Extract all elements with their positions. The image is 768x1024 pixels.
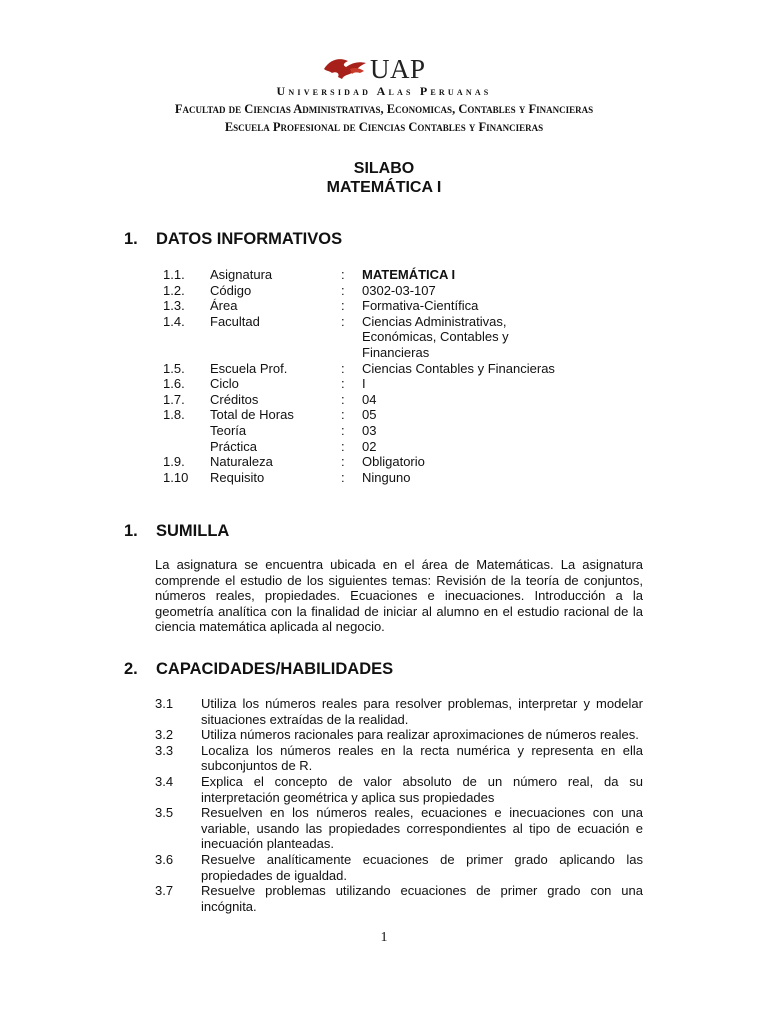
- section-heading-capacidades: [124, 660, 393, 679]
- row-label: Teoría: [210, 422, 247, 438]
- section-number: 1.: [124, 230, 138, 248]
- row-label: Facultad: [210, 313, 260, 329]
- row-label: Naturaleza: [210, 454, 273, 470]
- section-number: 1.: [124, 522, 138, 540]
- item-text: Resuelven en los números reales, ecuaciones e inecuaciones con una variable, usando las propiedades correspondientes al tipo de ecuación e inecuación planteadas.: [201, 805, 643, 852]
- item-text: Explica el concepto de valor absoluto de un número real, da su interpretación geométrica y aplica sus propiedades: [201, 773, 643, 805]
- row-label: Código: [210, 282, 252, 298]
- item-text: Localiza los números reales en la recta numérica y representa en ella subconjuntos de R.: [201, 742, 643, 774]
- item-number: 3.2: [155, 727, 174, 743]
- section-title: SUMILLA: [156, 522, 230, 540]
- row-colon: :: [341, 298, 345, 314]
- row-label: Práctica: [210, 438, 257, 454]
- datos-row: [163, 454, 572, 470]
- row-colon: :: [341, 454, 345, 470]
- uap-logo: [322, 55, 442, 83]
- item-text: Resuelve problemas utilizando ecuaciones de primer grado con una incógnita.: [201, 883, 643, 914]
- row-colon: :: [341, 267, 345, 282]
- item-number: 3.6: [155, 851, 174, 867]
- list-item: [155, 696, 643, 727]
- row-value: 0302-03-107: [362, 282, 436, 298]
- document-title: SILABO: [353, 160, 415, 177]
- row-colon: :: [341, 391, 345, 407]
- row-colon: :: [341, 282, 345, 298]
- row-label: Área: [210, 298, 238, 314]
- row-value: Ciencias Administrativas, Económicas, Contables y Financieras: [362, 313, 509, 360]
- row-number: 1.4.: [163, 313, 185, 329]
- datos-row: [163, 392, 572, 408]
- row-colon: :: [341, 438, 345, 454]
- row-number: 1.8.: [163, 407, 185, 423]
- item-number: 3.3: [155, 742, 174, 758]
- item-text: Utiliza los números reales para resolver problemas, interpretar y modelar situaciones extraídas de la realidad.: [201, 696, 643, 727]
- list-item: [155, 852, 643, 883]
- row-label: Ciclo: [210, 376, 239, 392]
- row-colon: :: [341, 407, 345, 423]
- datos-row: [163, 283, 572, 299]
- row-label: Requisito: [210, 469, 265, 485]
- row-value: 04: [362, 391, 377, 407]
- datos-table: [163, 267, 572, 485]
- row-label: Escuela Prof.: [210, 360, 288, 376]
- item-number: 3.5: [155, 805, 174, 821]
- row-value: 05: [362, 407, 377, 423]
- sumilla-paragraph: La asignatura se encuentra ubicada en el área de Matemáticas. La asignatura comprende el estudio de los siguientes temas: Revisión de la teoría de conjuntos, números reales, propiedades. Ecuaciones e inecuaciones. Introducción a la geometría analítica con la finalidad de iniciar al alumno en el estudio racional de la ciencia matemática aplicada al negocio.: [155, 557, 643, 635]
- datos-row: [163, 376, 572, 392]
- datos-row: [163, 267, 572, 283]
- row-value: Formativa-Científica: [362, 298, 479, 314]
- logo-text: UAP: [370, 54, 426, 84]
- section-heading-datos: [124, 230, 342, 249]
- item-number: 3.7: [155, 883, 174, 899]
- row-colon: :: [341, 469, 345, 485]
- item-number: 3.4: [155, 773, 174, 789]
- row-colon: :: [341, 360, 345, 376]
- capacidades-list: [155, 696, 643, 914]
- row-number: [163, 423, 210, 439]
- row-number: 1.2.: [163, 282, 185, 298]
- row-value: MATEMÁTICA I: [362, 267, 456, 282]
- datos-row: [163, 423, 572, 439]
- university-name: Universidad Alas Peruanas: [276, 84, 492, 98]
- list-item: [155, 743, 643, 774]
- datos-row: [163, 298, 572, 314]
- section-title: DATOS INFORMATIVOS: [156, 230, 343, 248]
- item-number: 3.1: [155, 696, 174, 711]
- datos-row: [163, 470, 572, 486]
- row-colon: :: [341, 313, 345, 329]
- row-number: [163, 439, 210, 455]
- row-number: 1.7.: [163, 391, 185, 407]
- row-colon: :: [341, 422, 345, 438]
- faculty-name: Facultad de Ciencias Administrativas, Economicas, Contables y Financieras: [174, 102, 594, 116]
- list-item: [155, 805, 643, 852]
- row-value: I: [362, 376, 366, 392]
- list-item: [155, 883, 643, 914]
- section-heading-sumilla: [124, 522, 229, 541]
- section-number: 2.: [124, 660, 138, 678]
- section-title: CAPACIDADES/HABILIDADES: [156, 660, 394, 678]
- row-number: 1.9.: [163, 454, 185, 470]
- row-number: 1.5.: [163, 360, 185, 376]
- row-number: 1.1.: [163, 267, 185, 282]
- item-text: Resuelve analíticamente ecuaciones de primer grado aplicando las propiedades de igualdad.: [201, 851, 643, 883]
- course-title: MATEMÁTICA I: [326, 179, 442, 196]
- winged-horse-icon: [322, 55, 372, 83]
- datos-row: [163, 314, 572, 361]
- datos-row: [163, 439, 572, 455]
- row-colon: :: [341, 376, 345, 392]
- item-text: Utiliza números racionales para realizar aproximaciones de números reales.: [201, 727, 639, 743]
- row-label: Total de Horas: [210, 407, 294, 423]
- row-number: 1.6.: [163, 376, 185, 392]
- row-value: Obligatorio: [362, 454, 425, 470]
- list-item: [155, 727, 643, 743]
- row-value: Ninguno: [362, 469, 411, 485]
- row-value: Ciencias Contables y Financieras: [362, 360, 555, 376]
- list-item: [155, 774, 643, 805]
- row-value: 03: [362, 422, 377, 438]
- row-label: Créditos: [210, 391, 259, 407]
- page-number: 1: [380, 930, 388, 945]
- school-name: Escuela Profesional de Ciencias Contables y Financieras: [224, 120, 544, 134]
- datos-row: [163, 407, 572, 423]
- row-label: Asignatura: [210, 267, 273, 282]
- datos-row: [163, 361, 572, 377]
- row-value: 02: [362, 438, 377, 454]
- row-number: 1.10: [163, 469, 189, 485]
- row-number: 1.3.: [163, 298, 185, 314]
